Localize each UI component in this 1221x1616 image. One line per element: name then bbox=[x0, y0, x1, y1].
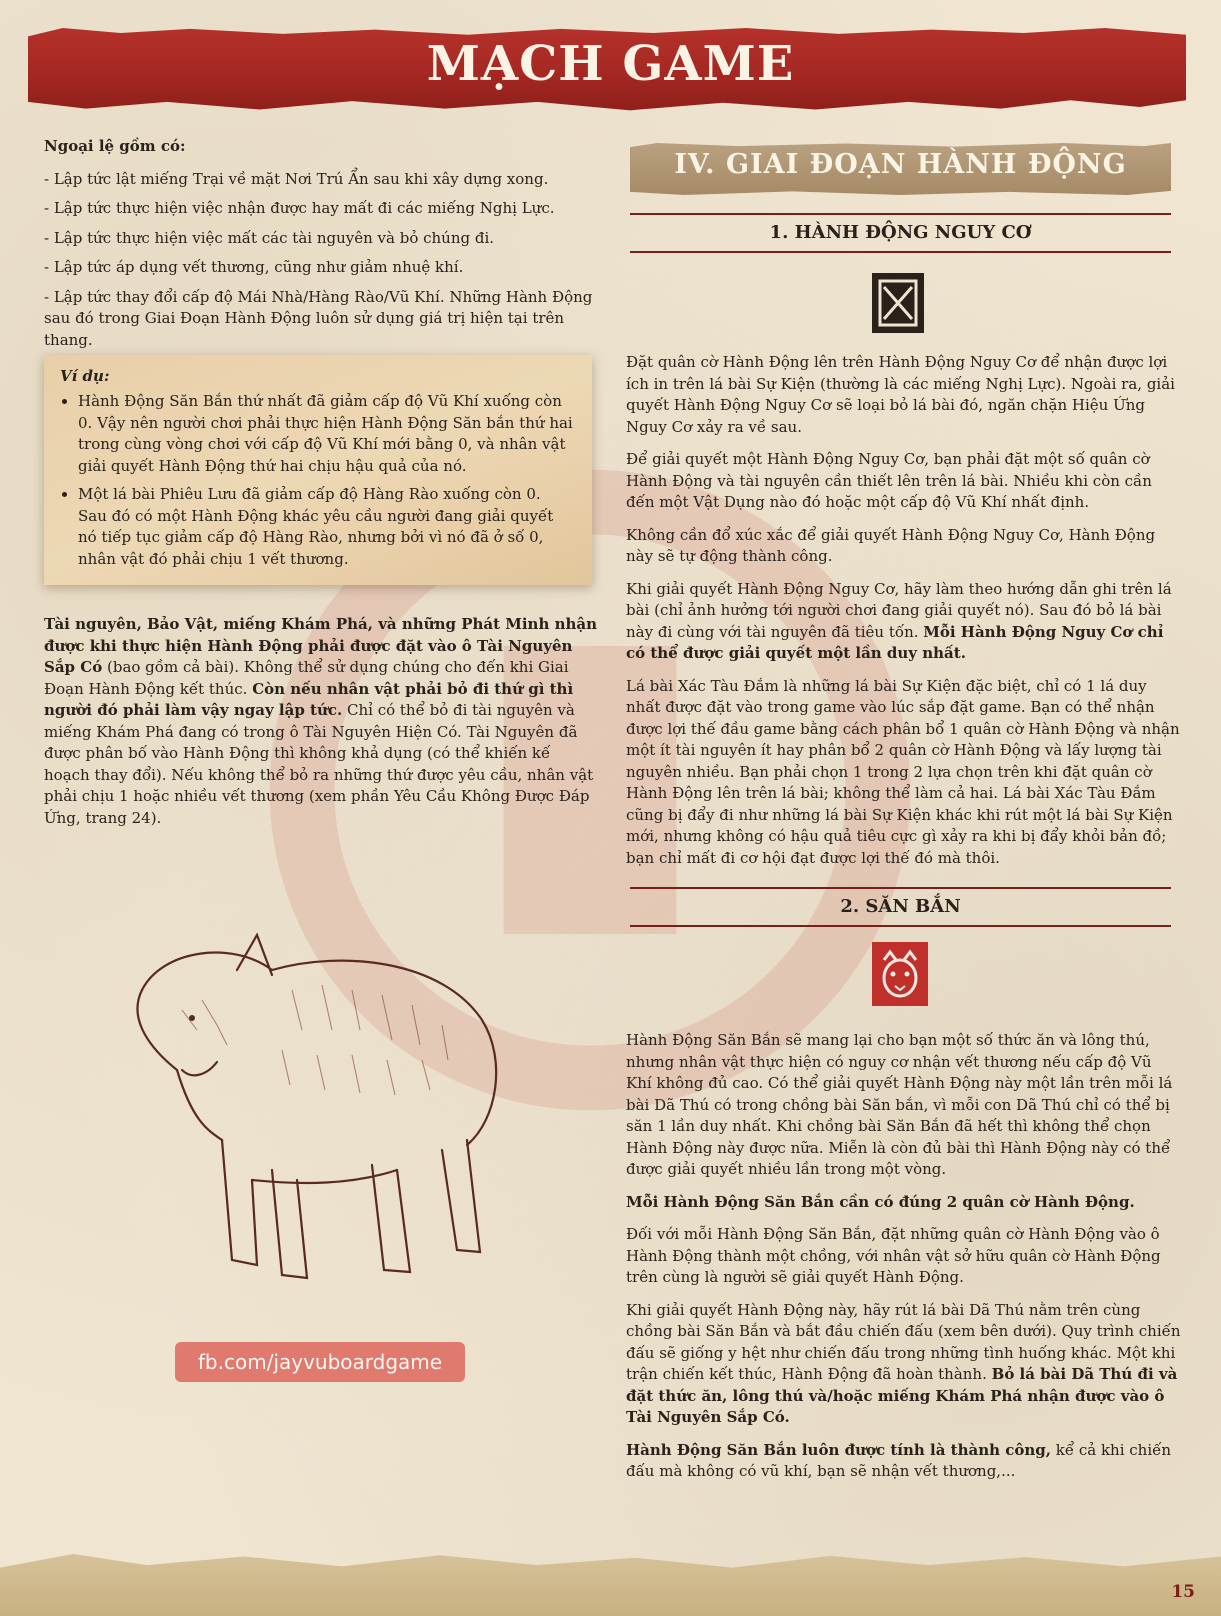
exceptions-title: Ngoại lệ gồm có: bbox=[44, 137, 186, 155]
resources-paragraph bbox=[44, 614, 599, 829]
threat-action-title: 1. HÀNH ĐỘNG NGUY CƠ bbox=[769, 222, 1032, 243]
resources-bold-1: Tài nguyên, Bảo Vật, miếng Khám Phá, và những Phát Minh nhận được khi thực hiện Hành Động phải được đặt vào ô Tài Nguyên Sắp Có bbox=[44, 615, 598, 676]
example-item: • Một lá bài Phiêu Lưu đã giảm cấp độ Hàng Rào xuống còn 0. Sau đó có một Hành Động khác yêu cầu người đang giải quyết nó tiếp tục giảm cấp độ Hàng Rào, nhưng bởi vì nó đã ở số 0, nhân vật đó phải chịu 1 vết thương. bbox=[78, 484, 574, 570]
resources-text-1: (bao gồm cả bài). Không thể sử dụng chúng cho đến khi Giai Đoạn Hành Động kết thúc. bbox=[44, 658, 569, 698]
tiger-hunt-icon bbox=[870, 940, 930, 1008]
hunt-paragraph: Mỗi Hành Động Săn Bắn cần có đúng 2 quân cờ Hành Động. bbox=[626, 1192, 1135, 1211]
threat-paragraph bbox=[626, 579, 1181, 665]
threat-paragraph: Đặt quân cờ Hành Động lên trên Hành Động Nguy Cơ để nhận được lợi ích in trên lá bài Sự Kiện (thường là các miếng Nghị Lực). Ngoài ra, giải quyết Hành Động Nguy Cơ sẽ loại bỏ lá bài đó, ngăn chặn Hiệu Ứng Nguy Cơ xảy ra về sau. bbox=[626, 353, 1175, 436]
threat-action-body bbox=[626, 352, 1181, 880]
threat-paragraph: Lá bài Xác Tàu Đắm là những lá bài Sự Kiện đặc biệt, chỉ có 1 lá duy nhất được đặt vào trong game vào lúc sắp đặt game. Bạn có thể nhận được lợi thế đầu game bằng cách phân bổ 1 quân cờ Hành Động và nhận một ít tài nguyên ít hay phân bổ 2 quân cờ Hành Động và lấy lượng tài nguyên nhiều. Bạn phải chọn 1 trong 2 lựa chọn trên khi đặt quân cờ Hành Động lên trên lá bài; không thể làm cả hai. Lá bài Xác Tàu Đắm cũng bị đẩy đi như những lá bài Sự Kiện khác khi rút một lá bài Sự Kiện mới, nhưng không có hậu quả tiêu cực gì xảy ra khi bị đẩy khỏi bản đồ; bạn chỉ mất đi cơ hội đạt được lợi thế đó mà thôi. bbox=[626, 676, 1180, 867]
threat-action-icon bbox=[870, 271, 926, 335]
hunt-paragraph: Hành Động Săn Bắn sẽ mang lại cho bạn một số thức ăn và lông thú, nhưng nhân vật thực hiện có nguy cơ nhận vết thương nếu cấp độ Vũ Khí không đủ cao. Có thể giải quyết Hành Động này một lần trên mỗi lá bài Dã Thú có trong chồng bài Săn bắn, vì mỗi con Dã Thú chỉ có thể bị săn 1 lần duy nhất. Khi chồng bài Săn Bắn đã hết thì không thể chọn Hành Động này được nữa. Miễn là còn đủ bài thì Hành Động này có thể được giải quyết nhiều lần trong một vòng. bbox=[626, 1031, 1173, 1178]
exception-item: - Lập tức áp dụng vết thương, cũng như giảm nhuệ khí. bbox=[44, 258, 464, 276]
left-column bbox=[44, 136, 599, 359]
divider-line bbox=[630, 887, 1171, 889]
hunt-paragraph bbox=[626, 1300, 1181, 1429]
hunt-text: kể cả khi chiến đấu mà không có vũ khí, bạn sẽ nhận vết thương,... bbox=[626, 1440, 1172, 1480]
example-box bbox=[44, 355, 592, 585]
divider-line bbox=[630, 213, 1171, 215]
hunt-text: Khi giải quyết Hành Động này, hãy rút lá bài Dã Thú nằm trên cùng chồng bài Săn Bắn và bắt đầu chiến đấu (xem bên dưới). Quy trình chiến đấu sẽ giống y hệt như chiến đấu trong những tình huống khác. Một khi trận chiến kết thúc, Hành Động đã hoàn thành. bbox=[626, 1300, 1181, 1383]
page-title: MẠCH GAME bbox=[426, 36, 795, 92]
resources-bold-2: Còn nếu nhân vật phải bỏ đi thứ gì thì người đó phải làm vậy ngay lập tức. bbox=[44, 679, 574, 719]
hunt-action-title: 2. SĂN BẮN bbox=[840, 896, 961, 917]
footer-band bbox=[0, 1554, 1221, 1616]
hunt-action-body bbox=[626, 1030, 1181, 1494]
divider-line bbox=[630, 251, 1171, 253]
exception-item: - Lập tức thực hiện việc mất các tài nguyên và bỏ chúng đi. bbox=[44, 228, 495, 247]
resources-paragraph-block bbox=[44, 614, 599, 840]
facebook-link[interactable]: fb.com/jayvuboardgame bbox=[175, 1342, 465, 1382]
resources-text-2: Chỉ có thể bỏ đi tài nguyên và miếng Khám Phá đang có trong ô Tài Nguyên Hiện Có. Tài Nguyên đã được phân bố vào Hành Động thì không khả dụng (có thể khiến kế hoạch thay đổi). Nếu không thể bỏ ra những thứ được yêu cầu, nhân vật phải chịu 1 hoặc nhiều vết thương (xem phần Yêu Cầu Không Được Đáp Ứng, trang 24). bbox=[44, 701, 594, 827]
divider-line bbox=[630, 925, 1171, 927]
threat-bold: Mỗi Hành Động Nguy Cơ chỉ có thể được giải quyết một lần duy nhất. bbox=[626, 622, 1164, 662]
example-label: Ví dụ: bbox=[60, 367, 110, 385]
exception-item: - Lập tức thực hiện việc nhận được hay mất đi các miếng Nghị Lực. bbox=[44, 199, 555, 217]
boar-illustration bbox=[122, 930, 522, 1310]
threat-paragraph: Để giải quyết một Hành Động Nguy Cơ, bạn phải đặt một số quân cờ Hành Động và tài nguyên cần thiết lên trên lá bài. Nhiều khi còn cần đến một Vật Dụng nào đó hoặc một cấp độ Vũ Khí nhất định. bbox=[626, 450, 1152, 511]
threat-text: Khi giải quyết Hành Động Nguy Cơ, hãy làm theo hướng dẫn ghi trên lá bài (chỉ ảnh hưởng tới người chơi đang giải quyết nó). Sau đó bỏ lá bài này đi cùng với tài nguyên đã tiêu tốn. bbox=[626, 579, 1172, 641]
hunt-bold: Bỏ lá bài Dã Thú đi và đặt thức ăn, lông thú và/hoặc miếng Khám Phá nhận được vào ô Tài Nguyên Sắp Có. bbox=[626, 1365, 1178, 1426]
threat-paragraph: Không cần đổ xúc xắc để giải quyết Hành Động Nguy Cơ, Hành Động này sẽ tự động thành công. bbox=[626, 525, 1156, 565]
hunt-paragraph bbox=[626, 1440, 1181, 1483]
hunt-paragraph: Đối với mỗi Hành Động Săn Bắn, đặt những quân cờ Hành Động vào ô Hành Động thành một chồng, với nhân vật sở hữu quân cờ Hành Động trên cùng là người sẽ giải quyết Hành Động. bbox=[626, 1225, 1161, 1286]
hunt-bold: Hành Động Săn Bắn luôn được tính là thành công, bbox=[626, 1440, 1051, 1459]
example-item: • Hành Động Săn Bắn thứ nhất đã giảm cấp độ Vũ Khí xuống còn 0. Vậy nên người chơi phải thực hiện Hành Động Săn bắn thứ hai trong cùng vòng chơi với cấp độ Vũ Khí mới bằng 0, và nhân vật giải quyết Hành Động thứ hai chịu hậu quả của nó. bbox=[78, 391, 574, 477]
section-title: IV. GIAI ĐOẠN HÀNH ĐỘNG bbox=[674, 149, 1127, 180]
exception-item: - Lập tức lật miếng Trại về mặt Nơi Trú Ẩn sau khi xây dựng xong. bbox=[44, 169, 549, 188]
exception-item: - Lập tức thay đổi cấp độ Mái Nhà/Hàng Rào/Vũ Khí. Những Hành Động sau đó trong Giai Đoạn Hành Động luôn sử dụng giá trị hiện tại trên thang. bbox=[44, 287, 593, 349]
page-number: 15 bbox=[1171, 1582, 1195, 1602]
